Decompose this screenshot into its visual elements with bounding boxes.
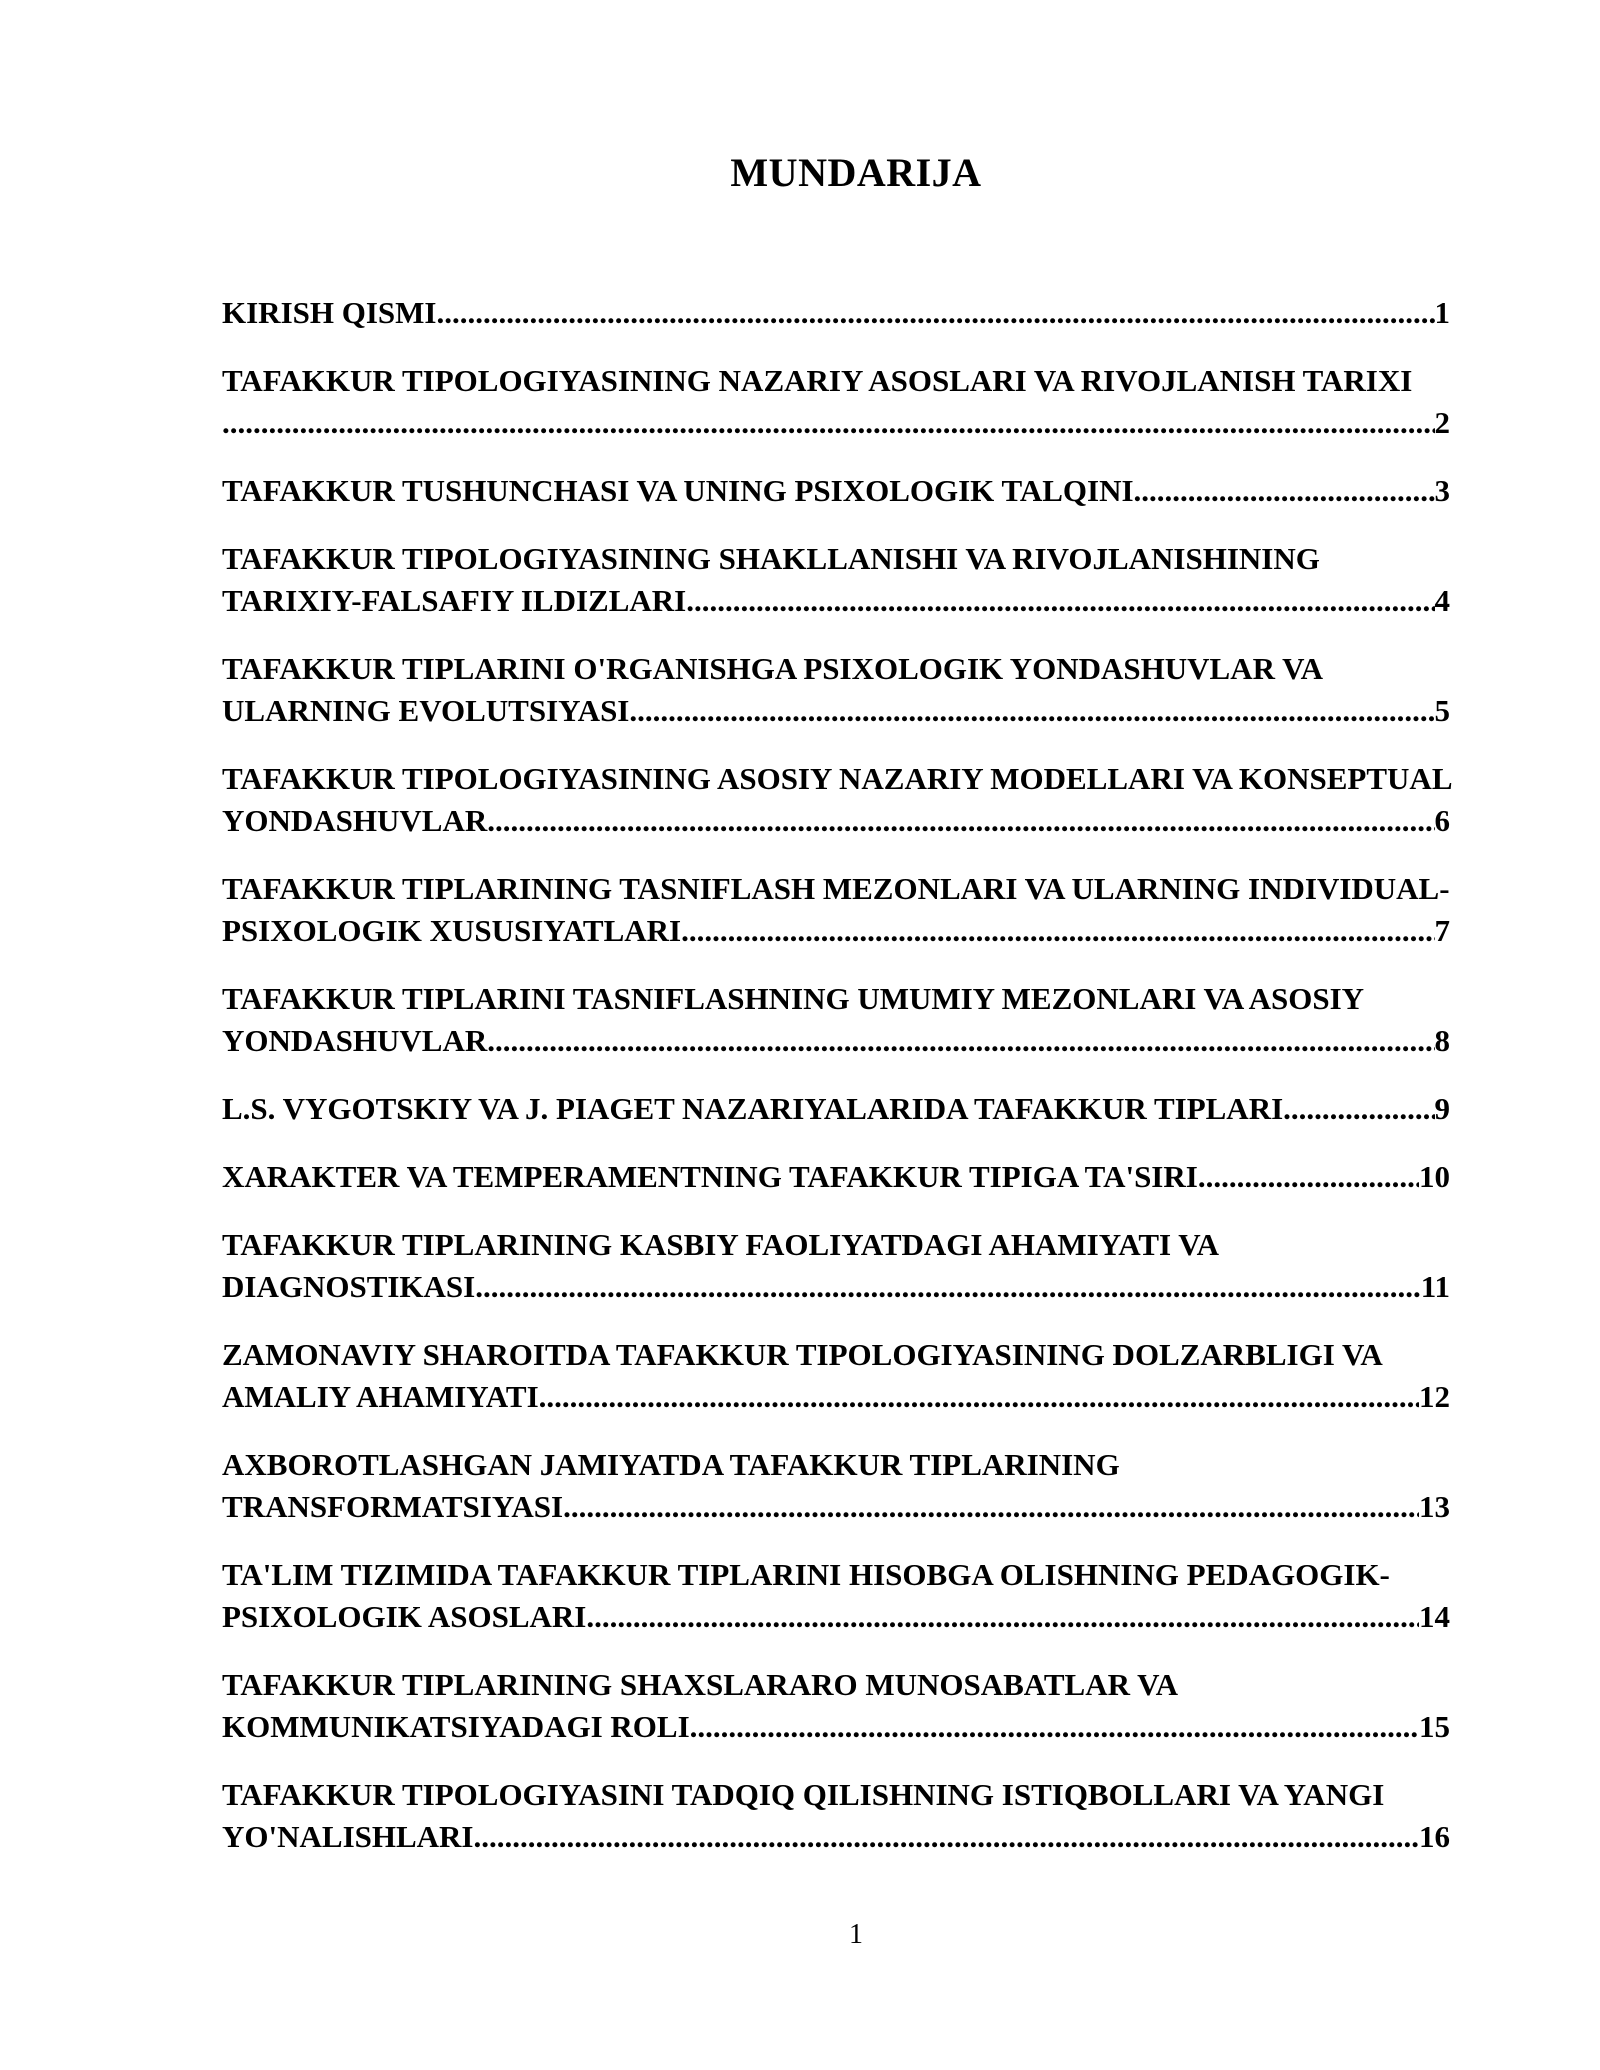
toc-entry-page-number: 13 [1419,1489,1450,1524]
toc-entry[interactable] [222,1334,1450,1418]
toc-entry-last-line [222,1020,1450,1062]
toc-entry-title-line: TAFAKKUR TIPOLOGIYASINING NAZARIY ASOSLARI VA RIVOJLANISH TARIXI [222,363,1413,398]
toc-entry-last-line [222,690,1450,732]
toc-entry-page-number: 10 [1419,1159,1450,1194]
toc-entry[interactable] [222,1088,1450,1130]
toc-entry-title-line: TAFAKKUR TIPLARINING KASBIY FAOLIYATDAGI AHAMIYATI VA [222,1227,1220,1262]
toc-entry[interactable] [222,1774,1450,1858]
toc-entry-title-line: AXBOROTLASHGAN JAMIYATDA TAFAKKUR TIPLARINING [222,1447,1120,1482]
toc-entry[interactable] [222,868,1450,952]
toc-entry-last-line [222,910,1450,952]
dot-leader [1134,470,1435,512]
page-number: 1 [849,1919,863,1950]
toc-entry-last-line [222,1088,1450,1130]
toc-entry-last-line [222,1156,1450,1198]
dot-leader [539,1376,1419,1418]
toc-entry-last-line [222,580,1450,622]
toc-entry-title-line: TAFAKKUR TIPOLOGIYASINING ASOSIY NAZARIY MODELLARI VA KONSEPTUAL [222,761,1453,796]
toc-entry-title: KIRISH QISMI [222,295,437,330]
dot-leader [690,1706,1419,1748]
toc-entry[interactable] [222,648,1450,732]
dot-leader [1198,1156,1419,1198]
toc-entry-page-number: 14 [1419,1599,1450,1634]
toc-entry-page-number: 16 [1419,1819,1450,1854]
toc-entry-title: YO'NALISHLARI [222,1819,474,1854]
dot-leader [474,1816,1420,1858]
dot-leader [222,402,1435,444]
toc-entry-title: TAFAKKUR TUSHUNCHASI VA UNING PSIXOLOGIK TALQINI [222,473,1134,508]
toc-entry-title-line: TAFAKKUR TIPLARINI TASNIFLASHNING UMUMIY MEZONLARI VA ASOSIY [222,981,1365,1016]
toc-entry[interactable] [222,978,1450,1062]
dot-leader [629,690,1434,732]
toc-entry-title: PSIXOLOGIK XUSUSIYATLARI [222,913,682,948]
dot-leader [586,1596,1419,1638]
toc-entry-page-number: 9 [1434,1091,1450,1126]
dot-leader [686,580,1434,622]
dot-leader [487,800,1434,842]
toc-entry-page-number: 2 [1434,405,1450,440]
toc-entry-last-line [222,470,1450,512]
toc-entry-title-line: ZAMONAVIY SHAROITDA TAFAKKUR TIPOLOGIYASINING DOLZARBLIGI VA [222,1337,1383,1372]
toc-entry-title-line: TAFAKKUR TIPLARINI O'RGANISHGA PSIXOLOGIK YONDASHUVLAR VA [222,651,1323,686]
toc-entry-title: YONDASHUVLAR [222,1023,488,1058]
toc-entry[interactable] [222,538,1450,622]
toc-entry-title: TARIXIY-FALSAFIY ILDIZLARI [222,583,687,618]
toc-entry-page-number: 11 [1420,1269,1450,1304]
toc-entry-title: XARAKTER VA TEMPERAMENTNING TAFAKKUR TIPIGA TA'SIRI [222,1159,1198,1194]
dot-leader [1283,1088,1434,1130]
toc-entry-title-line: TAFAKKUR TIPOLOGIYASINI TADQIQ QILISHNING ISTIQBOLLARI VA YANGI [222,1777,1385,1812]
toc-entry[interactable] [222,1156,1450,1198]
dot-leader [475,1266,1420,1308]
toc-entry-page-number: 4 [1434,583,1450,618]
toc-entry-page-number: 5 [1434,693,1450,728]
toc-entry[interactable] [222,758,1453,842]
toc-entry-title-line: TA'LIM TIZIMIDA TAFAKKUR TIPLARINI HISOBGA OLISHNING PEDAGOGIK- [222,1557,1390,1592]
toc-entry-last-line [222,1486,1450,1528]
toc-entry-last-line [222,402,1450,444]
toc-entry-title: DIAGNOSTIKASI [222,1269,476,1304]
toc-entry-title: TRANSFORMATSIYASI [222,1489,564,1524]
toc-entry-page-number: 8 [1434,1023,1450,1058]
toc-entry-last-line [222,292,1450,334]
toc-entry-title: AMALIY AHAMIYATI [222,1379,539,1414]
toc-entry-title-line: TAFAKKUR TIPOLOGIYASINING SHAKLLANISHI VA RIVOJLANISHINING [222,541,1320,576]
page-title: MUNDARIJA [730,150,982,195]
toc-entry-page-number: 6 [1434,803,1450,838]
toc-entry-title-line: TAFAKKUR TIPLARINING SHAXSLARARO MUNOSABATLAR VA [222,1667,1178,1702]
toc-entry-page-number: 15 [1419,1709,1450,1744]
toc-entry[interactable] [222,1444,1450,1528]
toc-entry-last-line [222,1706,1450,1748]
dot-leader [487,1020,1434,1062]
dot-leader [436,292,1434,334]
toc-entry-title-line: TAFAKKUR TIPLARINING TASNIFLASH MEZONLARI VA ULARNING INDIVIDUAL- [222,871,1450,906]
toc-entry[interactable] [222,1554,1450,1638]
toc-entry[interactable] [222,360,1450,444]
toc-entry-page-number: 1 [1434,295,1450,330]
toc-entry[interactable] [222,1664,1450,1748]
dot-leader [681,910,1434,952]
toc-entry-last-line [222,1376,1450,1418]
toc-entry-title: PSIXOLOGIK ASOSLARI [222,1599,587,1634]
toc-entry-title: L.S. VYGOTSKIY VA J. PIAGET NAZARIYALARIDA TAFAKKUR TIPLARI [222,1091,1284,1126]
toc-entry-last-line [222,1266,1450,1308]
toc-entry-last-line [222,800,1450,842]
toc-entry-last-line [222,1596,1450,1638]
toc-entry[interactable] [222,292,1450,334]
toc-entry-title: KOMMUNIKATSIYADAGI ROLI [222,1709,690,1744]
toc-entry-title: ULARNING EVOLUTSIYASI [222,693,630,728]
toc-entry-page-number: 7 [1434,913,1450,948]
table-of-contents [222,292,1453,1884]
toc-entry-page-number: 12 [1419,1379,1450,1414]
toc-entry-page-number: 3 [1434,473,1450,508]
toc-entry[interactable] [222,470,1450,512]
toc-entry-title: YONDASHUVLAR [222,803,488,838]
dot-leader [563,1486,1419,1528]
toc-entry[interactable] [222,1224,1450,1308]
toc-entry-last-line [222,1816,1450,1858]
